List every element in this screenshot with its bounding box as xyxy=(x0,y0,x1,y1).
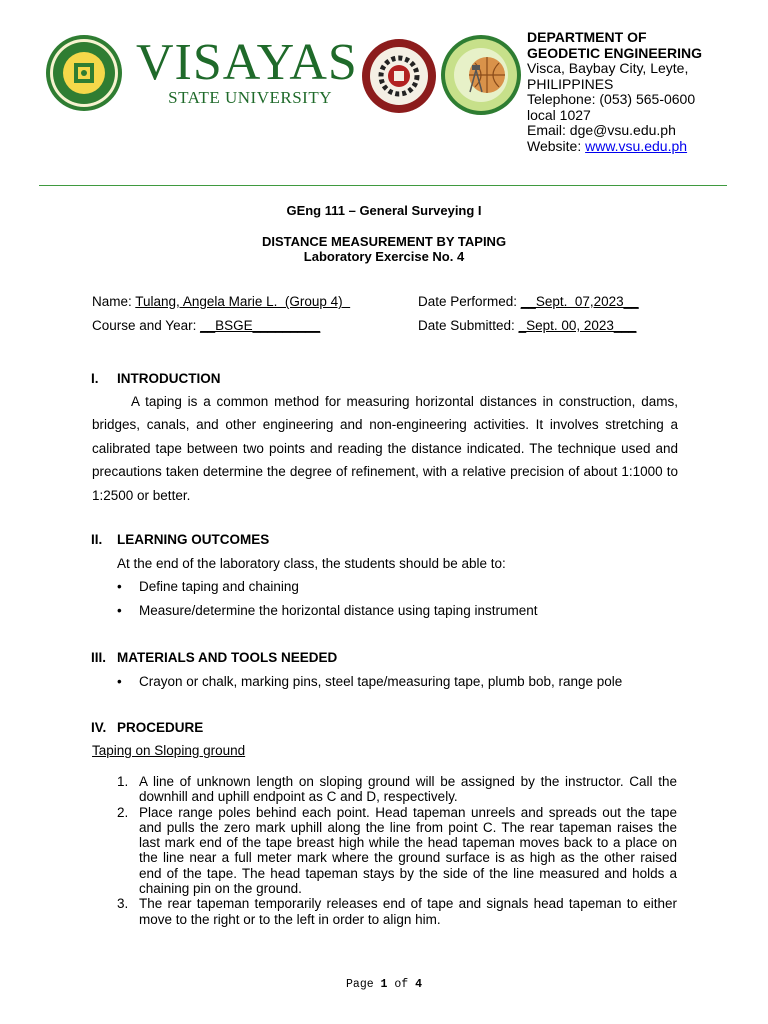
college-seal-logo xyxy=(361,38,437,114)
list-item xyxy=(117,774,677,805)
university-subname: STATE UNIVERSITY xyxy=(168,88,332,107)
website xyxy=(527,139,763,155)
header-divider xyxy=(39,185,727,186)
date-submitted-label: Date Submitted: xyxy=(418,318,519,333)
address-line1: Visca, Baybay City, Leyte, xyxy=(527,60,689,76)
date-performed-value: __Sept. 07,2023__ xyxy=(520,294,639,309)
geodetic-dept-seal-logo xyxy=(440,34,522,116)
email: Email: dge@vsu.edu.ph xyxy=(527,122,676,138)
course-title: GEng 111 – General Surveying I xyxy=(286,203,482,218)
department-name-line2: GEODETIC ENGINEERING xyxy=(527,44,703,61)
page-number: Page 1 of 4 xyxy=(346,978,422,991)
date-performed-label: Date Performed: xyxy=(418,294,521,309)
telephone-local: local 1027 xyxy=(527,106,591,123)
department-name-line1: DEPARTMENT OF xyxy=(527,29,647,45)
exercise-number: Laboratory Exercise No. 4 xyxy=(303,249,465,264)
exercise-title: DISTANCE MEASUREMENT BY TAPING xyxy=(261,234,507,249)
outcomes-lead: At the end of the laboratory class, the students should be able to: xyxy=(117,556,506,571)
address-line2: PHILIPPINES xyxy=(527,75,614,92)
course-label: Course and Year: xyxy=(92,318,201,333)
date-submitted-value: _Sept. 00, 2023___ xyxy=(518,318,637,333)
step-number: 2. xyxy=(117,804,129,820)
list-item: • Define taping and chaining xyxy=(117,579,299,594)
section-heading-introduction: I. INTRODUCTION xyxy=(91,371,221,386)
section-heading-materials: III. MATERIALS AND TOOLS NEEDED xyxy=(91,650,338,665)
date-submitted-field xyxy=(418,318,636,333)
step-text: Place range poles behind each point. Head tapeman unreels and spreads out the tape and pulls the zero mark uphill along the line from point C. The rear tapeman raises the last mark end of the tape breast high while the head tapeman moves back to a place on the line near a full meter mark where the ground surface is as high as the other raised end of the tape. The head tapeman stays by the side of the line measured and holds a chaining pin on the ground. xyxy=(139,804,677,897)
introduction-paragraph: A taping is a common method for measuring horizontal distances in construction, dams, bridges, canals, and other engineering and non-engineering activities. It involves stretching a calibrated tape between two points and reading the distance indicated. The technique used and precautions taken determine the degree of refinement, with a relative precision of about 1:1000 to 1:2500 or better. xyxy=(92,394,678,503)
section-heading-learning-outcomes: II. LEARNING OUTCOMES xyxy=(91,532,270,547)
telephone: Telephone: (053) 565-0600 xyxy=(527,91,696,107)
step-number: 3. xyxy=(117,896,129,912)
university-wordmark xyxy=(136,34,358,108)
name-field xyxy=(92,294,350,309)
vsu-seal-lettering xyxy=(44,33,124,113)
step-text: A line of unknown length on sloping ground will be assigned by the instructor. Call the downhill and uphill endpoint as C and D, respectively. xyxy=(139,774,677,805)
website-label: Website: xyxy=(527,137,586,154)
course-year-field xyxy=(92,318,320,333)
list-item: • Measure/determine the horizontal distance using taping instrument xyxy=(117,603,538,618)
date-performed-field xyxy=(418,294,639,309)
university-name: VISAYAS xyxy=(136,34,358,91)
list-item xyxy=(117,805,677,897)
procedure-subtitle: Taping on Sloping ground xyxy=(92,743,246,758)
department-contact-block xyxy=(527,30,763,154)
step-text: The rear tapeman temporarily releases end of tape and signals head tapeman to either move to the right or to the left in order to align him. xyxy=(139,896,677,927)
step-number: 1. xyxy=(117,774,129,789)
procedure-steps xyxy=(117,774,677,927)
website-link[interactable]: www.vsu.edu.ph xyxy=(585,137,688,154)
name-value: Tulang, Angela Marie L. (Group 4) xyxy=(135,294,351,309)
course-value: __BSGE_________ xyxy=(200,318,321,333)
name-label: Name: xyxy=(92,294,136,309)
section-heading-procedure: IV. PROCEDURE xyxy=(91,720,204,735)
list-item: • Crayon or chalk, marking pins, steel tape/measuring tape, plumb bob, range pole xyxy=(117,674,623,689)
list-item xyxy=(117,896,677,927)
